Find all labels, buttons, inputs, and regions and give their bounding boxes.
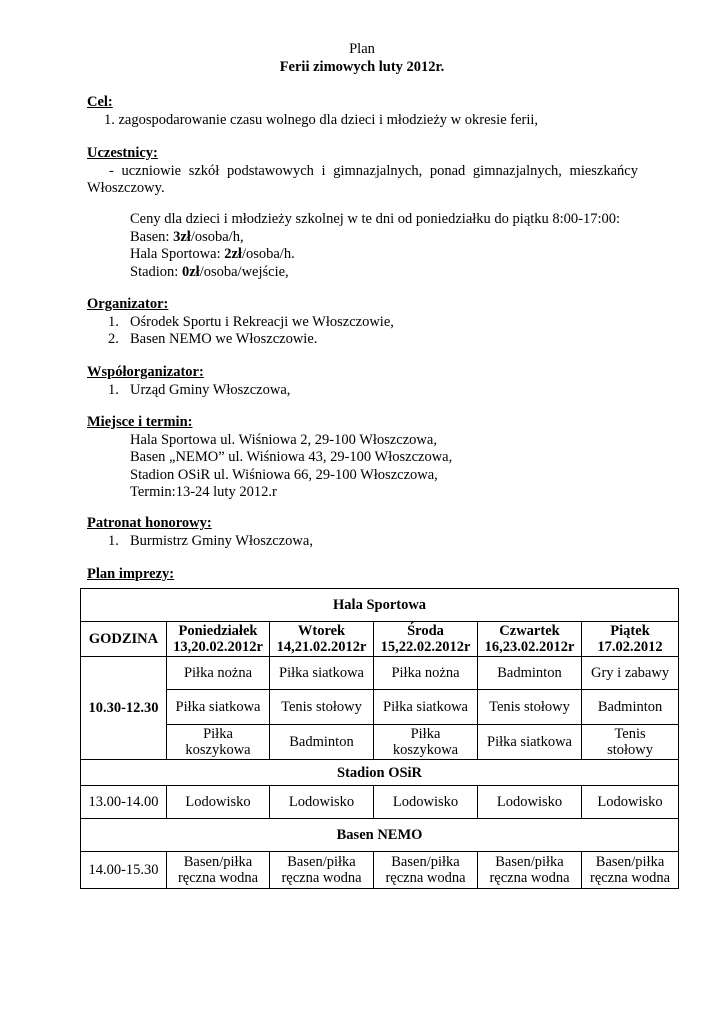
table-cell: Piłka nożna xyxy=(374,657,478,690)
table-cell: Lodowisko xyxy=(270,786,374,819)
cel-heading: Cel: xyxy=(87,94,113,110)
list-item xyxy=(87,533,647,551)
miejsce-termin: Termin:13-24 luty 2012.r xyxy=(130,484,277,500)
price-basen xyxy=(87,229,647,247)
table-row xyxy=(81,786,679,819)
list-number: 1. xyxy=(108,381,119,398)
list-number: 2. xyxy=(108,331,119,347)
hala-sportowa-title: Hala Sportowa xyxy=(81,589,679,622)
schedule-table xyxy=(80,588,679,889)
column-date: 15,22.02.2012r xyxy=(380,639,471,655)
column-header-friday xyxy=(582,622,679,657)
column-day: Piątek xyxy=(610,623,650,639)
prices-block xyxy=(87,211,647,281)
table-cell: Piłka siatkowa xyxy=(167,690,270,725)
miejsce-heading: Miejsce i termin: xyxy=(87,414,193,430)
table-cell: Tenis stołowy xyxy=(270,690,374,725)
list-item xyxy=(87,314,647,332)
column-day: Wtorek xyxy=(297,623,346,639)
table-cell: Basen/piłka ręczna wodna xyxy=(582,852,679,889)
column-header-text: GODZINA xyxy=(88,631,159,647)
price-stadion xyxy=(87,264,647,282)
table-row xyxy=(81,852,679,889)
table-cell: Badminton xyxy=(478,657,582,690)
table-row xyxy=(81,657,679,690)
plan-heading: Plan imprezy: xyxy=(87,566,175,582)
uczestnicy-heading: Uczestnicy: xyxy=(87,145,158,161)
table-cell: Piłka koszykowa xyxy=(167,725,270,760)
list-text: Urząd Gminy Włoszczowa, xyxy=(130,381,291,398)
table-cell: Piłka siatkowa xyxy=(270,657,374,690)
miejsce-line: Basen „NEMO” ul. Wiśniowa 43, 29-100 Włoszczowa, xyxy=(130,449,453,465)
table-cell: Basen/piłka ręczna wodna xyxy=(167,852,270,889)
price-unit: /osoba/wejście, xyxy=(199,263,289,280)
miejsce-line: Stadion OSiR ul. Wiśniowa 66, 29-100 Włoszczowa, xyxy=(130,466,438,483)
price-label: Hala Sportowa: xyxy=(130,246,225,262)
price-value: 3zł xyxy=(173,228,191,245)
table-row xyxy=(81,725,679,760)
list-text: Ośrodek Sportu i Rekreacji we Włoszczowie, xyxy=(130,313,394,330)
uczestnicy-line2: Włoszczowy. xyxy=(87,180,165,196)
column-header-wednesday xyxy=(374,622,478,657)
price-label: Basen: xyxy=(130,228,174,245)
list-item xyxy=(87,331,647,349)
table-cell: Lodowisko xyxy=(167,786,270,819)
section-plan xyxy=(87,566,647,584)
patronat-heading: Patronat honorowy: xyxy=(87,515,212,531)
list-number: 1. xyxy=(108,532,119,549)
price-label: Stadion: xyxy=(130,263,182,280)
table-cell: Basen/piłka ręczna wodna xyxy=(270,852,374,889)
column-date: 13,20.02.2012r xyxy=(173,639,263,655)
column-date: 16,23.02.2012r xyxy=(484,639,575,655)
list-text: Burmistrz Gminy Włoszczowa, xyxy=(130,532,313,549)
doc-title: Plan xyxy=(349,41,375,57)
column-day: Środa xyxy=(407,623,444,639)
price-unit: /osoba/h. xyxy=(241,246,295,262)
cel-item: 1. zagospodarowanie czasu wolnego dla dzieci i młodzieży w okresie ferii, xyxy=(104,111,539,128)
table-cell: Lodowisko xyxy=(374,786,478,819)
table-cell: Lodowisko xyxy=(478,786,582,819)
section-organizator xyxy=(87,296,647,349)
column-header-godzina xyxy=(81,622,167,657)
table-row xyxy=(81,589,679,622)
prices-intro: Ceny dla dzieci i młodzieży szkolnej w te dni od poniedziałku do piątku 8:00-17:00: xyxy=(130,211,621,227)
organizator-heading: Organizator: xyxy=(87,296,169,312)
table-row xyxy=(81,690,679,725)
list-text: Basen NEMO we Włoszczowie. xyxy=(130,331,318,347)
column-header-tuesday xyxy=(270,622,374,657)
section-patronat xyxy=(87,515,647,550)
table-cell: Basen/piłka ręczna wodna xyxy=(478,852,582,889)
column-header-thursday xyxy=(478,622,582,657)
table-row xyxy=(81,819,679,852)
table-cell: Tenis stołowy xyxy=(478,690,582,725)
table-cell: Tenis stołowy xyxy=(582,725,679,760)
table-cell: Badminton xyxy=(582,690,679,725)
column-date: 14,21.02.2012r xyxy=(276,639,367,655)
section-miejsce xyxy=(87,414,647,502)
table-cell: Piłka siatkowa xyxy=(478,725,582,760)
table-cell: Lodowisko xyxy=(582,786,679,819)
column-day: Czwartek xyxy=(499,623,560,639)
list-item xyxy=(87,382,647,400)
basen-time-cell: 14.00-15.30 xyxy=(81,852,167,889)
table-header-row xyxy=(81,622,679,657)
wspolorganizator-heading: Współorganizator: xyxy=(87,364,204,380)
basen-nemo-title: Basen NEMO xyxy=(81,819,679,852)
table-cell: Gry i zabawy xyxy=(582,657,679,690)
miejsce-line: Hala Sportowa ul. Wiśniowa 2, 29-100 Włoszczowa, xyxy=(130,431,437,448)
uczestnicy-line1: - uczniowie szkół podstawowych i gimnazjalnych, ponad gimnazjalnych, mieszkańcy xyxy=(109,162,638,179)
price-unit: /osoba/h, xyxy=(190,228,244,245)
section-cel xyxy=(87,94,647,129)
column-day: Poniedziałek xyxy=(178,623,258,639)
table-row xyxy=(81,760,679,786)
doc-subtitle: Ferii zimowych luty 2012r. xyxy=(279,59,445,75)
table-cell: Basen/piłka ręczna wodna xyxy=(374,852,478,889)
section-wspolorganizator xyxy=(87,364,647,399)
stadion-osir-title: Stadion OSiR xyxy=(81,760,679,786)
price-value: 0zł xyxy=(181,263,200,280)
price-hala xyxy=(87,246,647,264)
column-date: 17.02.2012 xyxy=(597,639,663,655)
table-cell: Badminton xyxy=(270,725,374,760)
table-cell: Piłka siatkowa xyxy=(374,690,478,725)
hala-time-cell: 10.30-12.30 xyxy=(81,657,167,760)
section-uczestnicy xyxy=(87,145,638,198)
table-cell: Piłka nożna xyxy=(167,657,270,690)
stadion-time-cell: 13.00-14.00 xyxy=(81,786,167,819)
list-number: 1. xyxy=(108,313,119,330)
column-header-monday xyxy=(167,622,270,657)
price-value: 2zł xyxy=(224,246,242,262)
table-cell: Piłka koszykowa xyxy=(374,725,478,760)
